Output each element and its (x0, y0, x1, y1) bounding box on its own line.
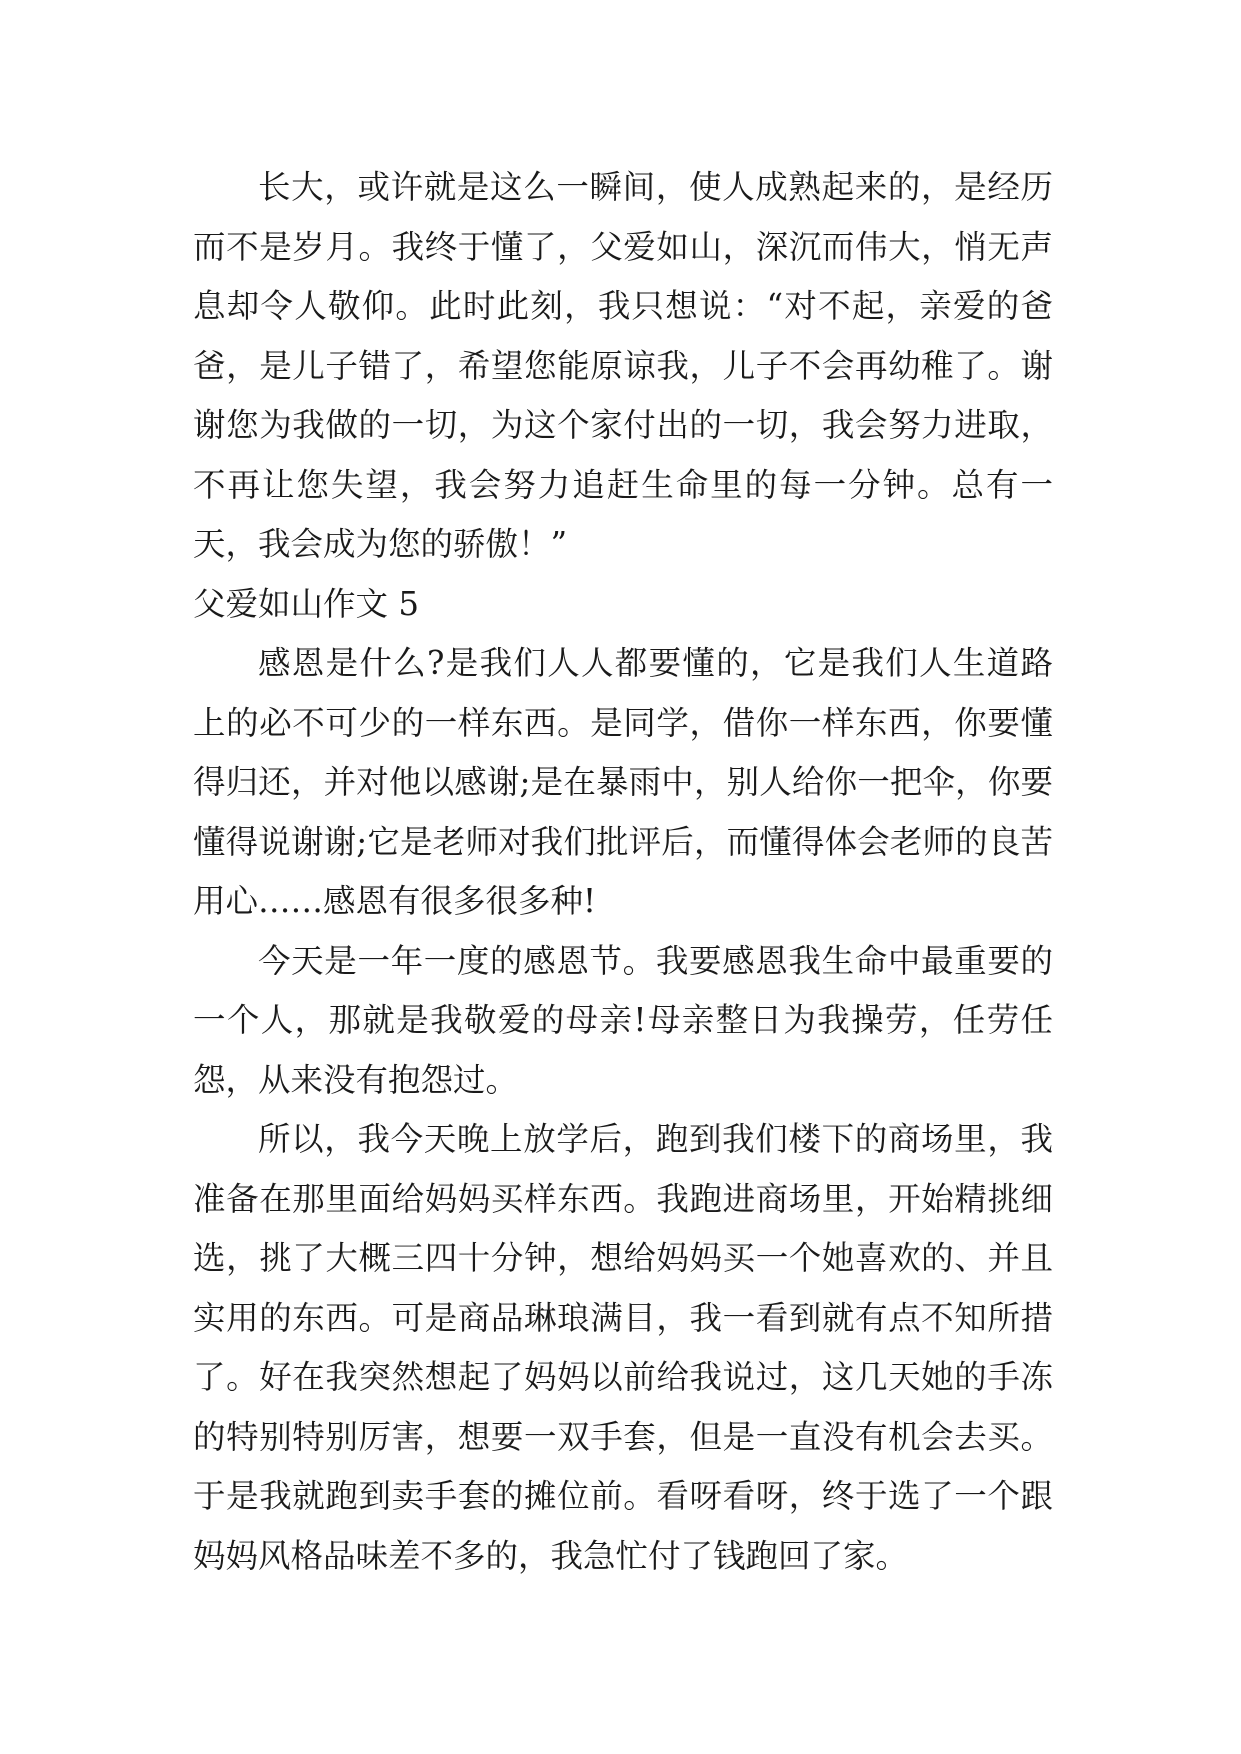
paragraph-4: 所以，我今天晚上放学后，跑到我们楼下的商场里，我准备在那里面给妈妈买样东西。我跑进商场里，开始精挑细选，挑了大概三四十分钟，想给妈妈买一个她喜欢的、并且实用的东西。可是商品琳琅满目，我一看到就有点不知所措了。好在我突然想起了妈妈以前给我说过，这几天她的手冻的特别特别厉害，想要一双手套，但是一直没有机会去买。于是我就跑到卖手套的摊位前。看呀看呀，终于选了一个跟妈妈风格品味差不多的，我急忙付了钱跑回了家。 (193, 1120, 1053, 1575)
document-body (193, 158, 1053, 1586)
section-title: 父爱如山作文 5 (193, 584, 420, 623)
paragraph-3: 今天是一年一度的感恩节。我要感恩我生命中最重要的一个人，那就是我敬爱的母亲!母亲整日为我操劳，任劳任怨，从来没有抱怨过。 (193, 941, 1053, 1099)
paragraph-2: 感恩是什么?是我们人人都要懂的，它是我们人生道路上的必不可少的一样东西。是同学，借你一样东西，你要懂得归还，并对他以感谢;是在暴雨中，别人给你一把伞，你要懂得说谢谢;它是老师对我们批评后，而懂得体会老师的良苦用心……感恩有很多很多种! (193, 644, 1053, 920)
paragraph-1: 长大，或许就是这么一瞬间，使人成熟起来的，是经历而不是岁月。我终于懂了，父爱如山，深沉而伟大，悄无声息却令人敬仰。此时此刻，我只想说：“对不起，亲爱的爸爸，是儿子错了，希望您能原谅我，儿子不会再幼稚了。谢谢您为我做的一切，为这个家付出的一切，我会努力进取，不再让您失望，我会努力追赶生命里的每一分钟。总有一天，我会成为您的骄傲！” (193, 168, 1053, 563)
